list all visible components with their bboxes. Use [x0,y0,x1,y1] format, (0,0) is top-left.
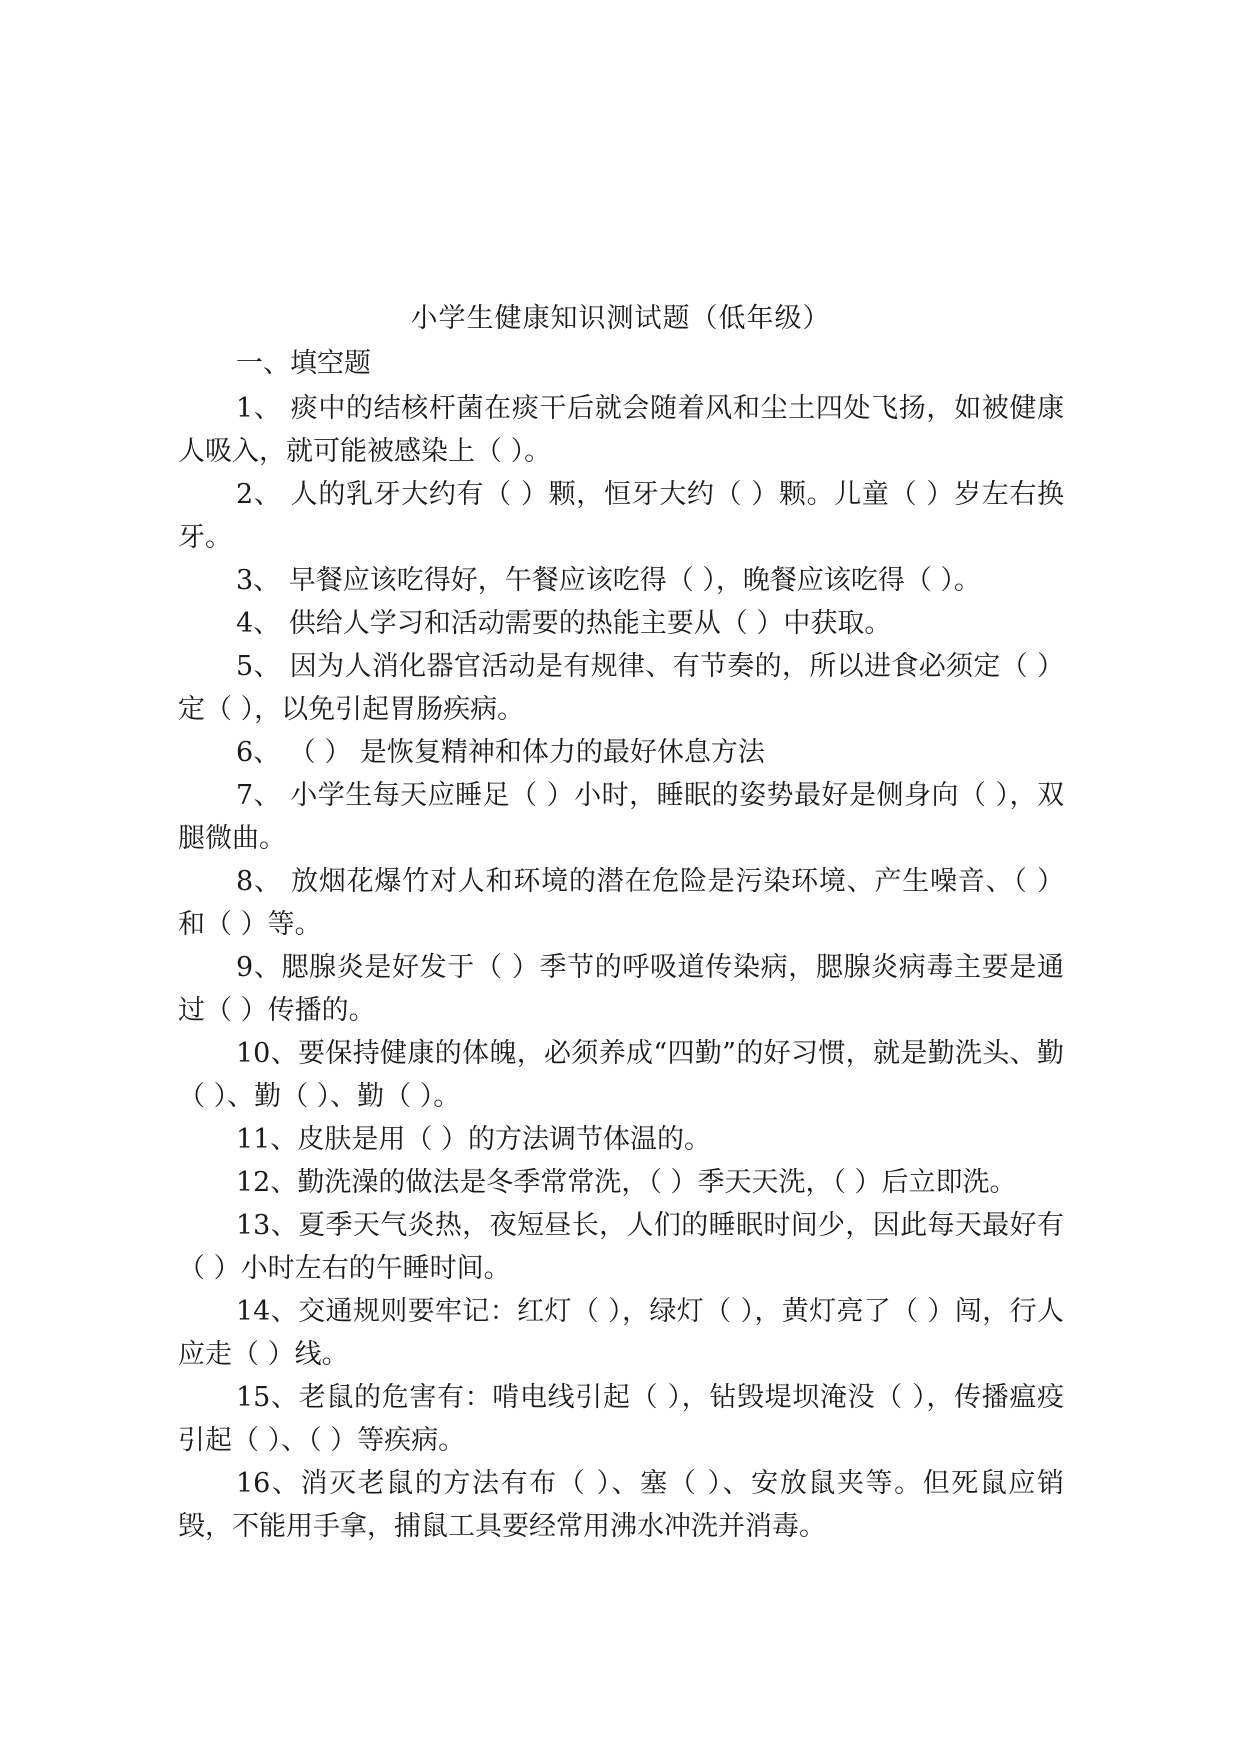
question-13: 13、夏季天气炎热，夜短昼长，人们的睡眠时间少，因此每天最好有（ ）小时左右的午睡时间。 [178,1210,1064,1284]
question-16: 16、消灭老鼠的方法有布（ ）、塞（ ）、安放鼠夹等。但死鼠应销毁，不能用手拿，捕鼠工具要经常用沸水冲洗并消毒。 [178,1468,1064,1542]
section-heading: 一、填空题 [236,348,371,379]
question-8: 8、 放烟花爆竹对人和环境的潜在危险是污染环境、产生噪音、（ ）和（ ）等。 [178,866,1064,940]
question-9: 9、腮腺炎是好发于（ ）季节的呼吸道传染病，腮腺炎病毒主要是通过（ ）传播的。 [178,952,1064,1026]
question-12: 12、勤洗澡的做法是冬季常常洗，（ ）季天天洗，（ ）后立即洗。 [236,1167,1017,1198]
question-6: 6、 （ ） 是恢复精神和体力的最好休息方法 [236,737,765,768]
question-1: 1、 痰中的结核杆菌在痰干后就会随着风和尘土四处飞扬，如被健康人吸入，就可能被感染上（ ）。 [178,393,1064,467]
document-title: 小学生健康知识测试题（低年级） [410,303,831,334]
question-11: 11、皮肤是用（ ）的方法调节体温的。 [236,1124,711,1155]
question-4: 4、 供给人学习和活动需要的热能主要从（ ）中获取。 [236,608,892,639]
question-15: 15、老鼠的危害有：啃电线引起（ ），钻毁堤坝淹没（ ），传播瘟疫引起（ ）、（ ）等疾病。 [178,1382,1064,1456]
question-5: 5、 因为人消化器官活动是有规律、有节奏的，所以进食必须定（ ）定（ ），以免引起胃肠疾病。 [178,651,1064,725]
question-14: 14、交通规则要牢记：红灯（ ），绿灯（ ），黄灯亮了（ ）闯，行人应走（ ）线。 [178,1296,1064,1370]
question-7: 7、 小学生每天应睡足（ ）小时，睡眠的姿势最好是侧身向（ ），双腿微曲。 [178,780,1064,854]
question-3: 3、 早餐应该吃得好，午餐应该吃得（ ），晚餐应该吃得（ ）。 [236,565,981,596]
question-2: 2、 人的乳牙大约有（ ）颗，恒牙大约（ ）颗。儿童（ ）岁左右换牙。 [178,479,1064,553]
question-10: 10、要保持健康的体魄，必须养成“四勤”的好习惯，就是勤洗头、勤（ ）、勤（ ）、勤（ ）。 [178,1038,1064,1112]
